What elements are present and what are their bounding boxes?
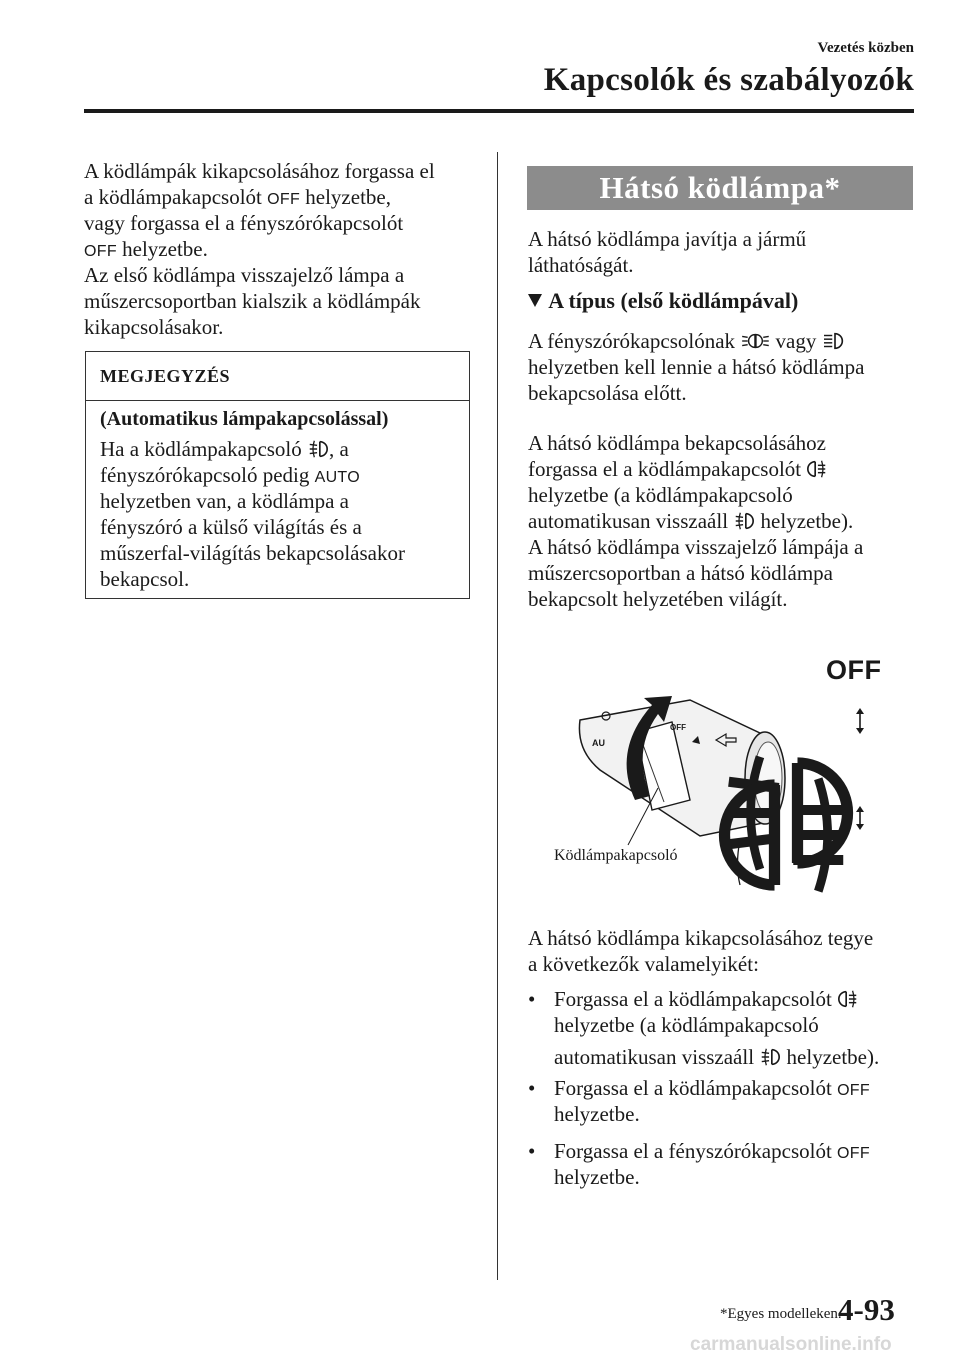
bullet-item bbox=[528, 1138, 870, 1190]
text-line: vagy bbox=[775, 329, 817, 353]
front-fog-icon bbox=[733, 510, 755, 532]
text-line: automatikusan visszaáll bbox=[528, 509, 729, 533]
triangle-down-icon bbox=[526, 291, 544, 309]
text-line: helyzetben van, a ködlámpa a bbox=[100, 489, 349, 513]
requirement-paragraph bbox=[528, 328, 864, 406]
text-line: forgassa el a ködlámpakapcsolót bbox=[528, 457, 802, 481]
text-line: A hátsó ködlámpa bekapcsolásához bbox=[528, 431, 826, 455]
rear-fog-off-paragraph bbox=[528, 925, 873, 977]
section-banner bbox=[527, 166, 913, 210]
text-line: fényszóró a külső világítás és a bbox=[100, 515, 362, 539]
text-line: A hátsó ködlámpa kikapcsolásához tegye bbox=[528, 926, 874, 950]
note-box bbox=[85, 351, 470, 599]
text-line: A hátsó ködlámpa javítja a jármű bbox=[528, 227, 807, 251]
text-line: automatikusan visszaáll bbox=[554, 1045, 755, 1069]
footnote: *Egyes modelleken. bbox=[720, 1306, 842, 1322]
text-line: A hátsó ködlámpa visszajelző lámpája a bbox=[528, 535, 864, 559]
svg-text:OFF: OFF bbox=[670, 723, 686, 732]
bullet-item bbox=[528, 986, 879, 1070]
running-header-section: Vezetés közben bbox=[817, 40, 914, 56]
text-line: helyzetbe). bbox=[786, 1045, 880, 1069]
text-line: Az első ködlámpa visszajelző lámpa a bbox=[84, 263, 405, 287]
text-line: láthatóságát. bbox=[528, 253, 634, 277]
figure-off-label: OFF bbox=[826, 655, 882, 685]
header-rule bbox=[84, 109, 914, 113]
text-line: műszerfal-világítás bekapcsolásakor bbox=[100, 541, 405, 565]
text-line: bekapcsol. bbox=[100, 567, 190, 591]
text-line: helyzetbe. bbox=[554, 1102, 640, 1126]
off-code: OFF bbox=[837, 1082, 870, 1099]
note-title-row bbox=[86, 352, 469, 401]
bullet-dot: • bbox=[528, 1076, 536, 1100]
text-line: Ha a ködlámpakapcsoló bbox=[100, 437, 302, 461]
page-title: Kapcsolók és szabályozók bbox=[543, 62, 914, 98]
text-line: Forgassa el a ködlámpakapcsolót bbox=[554, 987, 832, 1011]
bullet-dot: • bbox=[528, 987, 536, 1011]
note-body bbox=[100, 436, 405, 592]
figure-caption: Ködlámpakapcsoló bbox=[554, 847, 678, 864]
text-line: helyzetben kell lennie a hátsó ködlámpa bbox=[528, 355, 865, 379]
rear-fog-on-paragraph bbox=[528, 430, 863, 612]
note-title: MEGJEGYZÉS bbox=[100, 366, 231, 386]
intro-paragraph bbox=[528, 226, 806, 278]
text-line: A fényszórókapcsolónak bbox=[528, 329, 736, 353]
off-code: OFF bbox=[84, 243, 117, 260]
text-line: helyzetbe (a ködlámpakapcsoló bbox=[528, 483, 793, 507]
bullet-dot: • bbox=[528, 1139, 536, 1163]
text-line: helyzetbe. bbox=[122, 237, 208, 261]
text-line: műszercsoportban a hátsó ködlámpa bbox=[528, 561, 833, 585]
text-line: a ködlámpakapcsolót bbox=[84, 185, 262, 209]
text-line: helyzetbe (a ködlámpakapcsoló bbox=[554, 1013, 819, 1037]
text-line: helyzetbe. bbox=[554, 1165, 640, 1189]
subheading bbox=[526, 288, 798, 314]
text-line: Forgassa el a fényszórókapcsolót bbox=[554, 1139, 832, 1163]
rear-fog-icon bbox=[806, 458, 828, 480]
text-line: bekapcsolt helyzetében világít. bbox=[528, 587, 788, 611]
watermark: carmanualsonline.info bbox=[690, 1334, 892, 1355]
text-line: kikapcsolásakor. bbox=[84, 315, 224, 339]
text-line: helyzetbe, bbox=[305, 185, 391, 209]
off-code: OFF bbox=[267, 191, 301, 208]
text-line: A ködlámpák kikapcsolásához forgassa el bbox=[84, 159, 435, 183]
bullet-item bbox=[528, 1075, 870, 1127]
text-line: Forgassa el a ködlámpakapcsolót bbox=[554, 1076, 832, 1100]
text-line: helyzetbe). bbox=[760, 509, 854, 533]
text-line: a következők valamelyikét: bbox=[528, 952, 759, 976]
auto-code: AUTO bbox=[314, 469, 360, 486]
fog-switch-figure bbox=[540, 650, 910, 900]
headlight-icon bbox=[822, 330, 848, 352]
page-number: 4-93 bbox=[838, 1292, 895, 1327]
text-line: vagy forgassa el a fényszórókapcsolót bbox=[84, 211, 404, 235]
off-code: OFF bbox=[837, 1145, 870, 1162]
subheading-text: A típus (első ködlámpával) bbox=[548, 288, 799, 313]
note-subtitle: (Automatikus lámpakapcsolással) bbox=[100, 408, 389, 430]
text-line: fényszórókapcsoló pedig bbox=[100, 463, 310, 487]
column-divider bbox=[497, 152, 498, 1280]
front-fog-icon bbox=[307, 438, 329, 460]
text-line: bekapcsolása előtt. bbox=[528, 381, 687, 405]
rear-fog-icon bbox=[837, 988, 859, 1010]
svg-text:AU: AU bbox=[592, 738, 605, 748]
front-fog-icon bbox=[759, 1046, 781, 1068]
parking-light-icon bbox=[740, 330, 770, 352]
text-line: , a bbox=[329, 437, 349, 461]
section-title: Hátsó ködlámpa* bbox=[599, 170, 841, 205]
fog-off-paragraph bbox=[84, 158, 435, 340]
text-line: műszercsoportban kialszik a ködlámpák bbox=[84, 289, 421, 313]
